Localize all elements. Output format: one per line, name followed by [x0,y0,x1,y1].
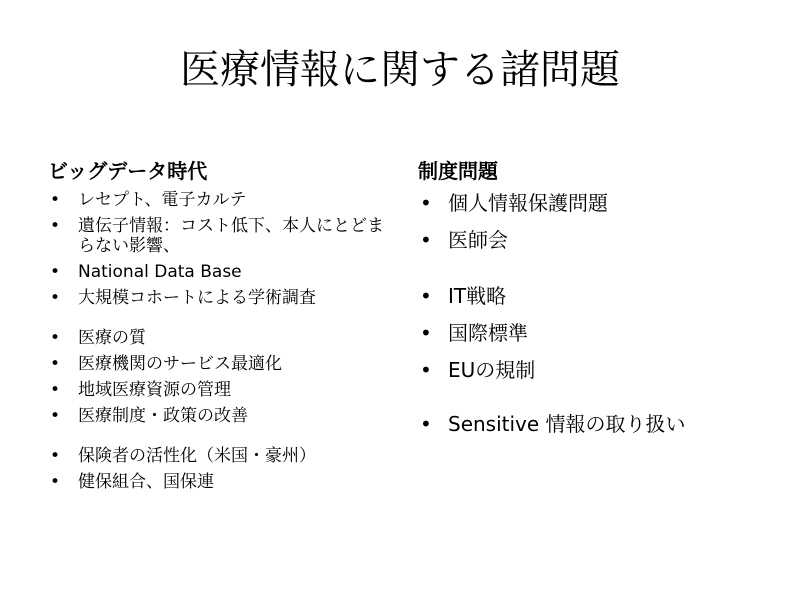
list-item [418,411,778,437]
list-item-text: EUの規制 [448,358,536,382]
bullet-icon: • [50,354,61,374]
list-item [418,227,778,253]
bullet-icon: • [50,262,61,282]
slide-title: 医療情報に関する諸問題 [180,47,620,93]
list-item [48,354,393,374]
list-item-text: 医療機関のサービス最適化 [78,354,282,374]
list-item-text: 医師会 [448,228,508,252]
list-item [48,288,393,308]
bullet-icon: • [50,446,61,466]
list-item [48,380,393,400]
list-item [418,190,778,216]
right-bullet-list [418,190,778,437]
bullet-icon: • [50,328,61,348]
list-item-text: レセプト、電子カルテ [78,190,247,210]
bullet-icon: • [50,216,61,236]
bullet-icon: • [420,358,432,382]
list-item-text: 医療制度・政策の改善 [78,406,248,426]
bullet-icon: • [420,228,432,252]
list-item [48,406,393,426]
bullet-icon: • [50,472,61,492]
list-item-text: 医療の質 [78,328,146,348]
list-item-text: 個人情報保護問題 [448,191,608,215]
bullet-icon: • [50,406,61,426]
left-bullet-list [48,190,393,492]
list-item-text: IT戦略 [448,284,507,308]
bullet-icon: • [50,288,61,308]
list-item [418,283,778,309]
list-item-text: 国際標準 [448,321,528,345]
bullet-icon: • [420,284,432,308]
list-item-text: 大規模コホートによる学術調査 [78,288,316,308]
list-item [418,357,778,383]
bullet-icon: • [420,412,432,436]
list-item [418,320,778,346]
list-item-text: 遺伝子情報：コスト低下、本人にとどまらない影響、 [78,216,384,256]
list-item-text: National Data Base [78,262,242,282]
list-item [48,262,393,282]
right-heading: 制度問題 [418,159,498,183]
list-item-text: 地域医療資源の管理 [78,380,231,400]
list-item-text: 健保組合、国保連 [78,472,214,492]
right-column [418,158,778,448]
list-item-text: 保険者の活性化（米国・豪州） [78,446,316,466]
bullet-icon: • [50,190,61,210]
list-item-text: Sensitive 情報の取り扱い [448,412,686,436]
list-item [48,216,393,256]
list-item [48,472,393,492]
bullet-icon: • [420,321,432,345]
list-item [48,446,393,466]
list-item [48,328,393,348]
left-column [48,158,393,498]
left-heading: ビッグデータ時代 [48,159,208,183]
list-item [48,190,393,210]
bullet-icon: • [50,380,61,400]
bullet-icon: • [420,191,432,215]
